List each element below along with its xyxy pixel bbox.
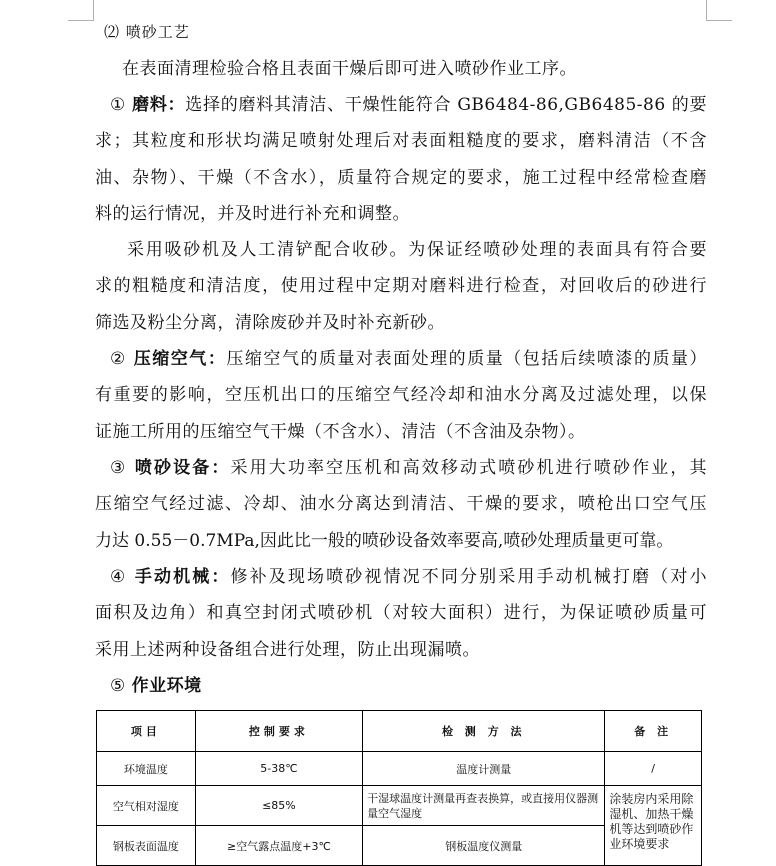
table-row xyxy=(97,786,702,826)
section-intro: 在表面清理检验合格且表面干燥后即可进入喷砂作业工序。 xyxy=(122,59,577,79)
item-4-line: 采用上述两种设备组合进行处理，防止出现漏喷。 xyxy=(95,640,480,660)
row-item: 钢板表面温度 xyxy=(97,826,196,866)
header-requirement: 控制要求 xyxy=(195,711,362,752)
item-2-line: 证施工所用的压缩空气干燥（不含水）、清洁（不含油及杂物）。 xyxy=(95,422,586,442)
row-requirement: ≥空气露点温度+3℃ xyxy=(195,826,362,866)
item-title: 手动机械： xyxy=(134,567,231,587)
item-1-line: 求；其粒度和形状均满足喷射处理后对表面粗糙度的要求，磨料清洁（不含 xyxy=(95,131,707,151)
item-title: 磨料： xyxy=(132,95,186,115)
item-2-first-line xyxy=(110,349,707,369)
item-title: 作业环境 xyxy=(131,676,202,696)
paragraph-line: 采用吸砂机及人工清铲配合收砂。为保证经喷砂处理的表面具有符合要 xyxy=(127,240,707,260)
item-1-first-line xyxy=(110,95,707,115)
paragraph-line: 求的粗糙度和清洁度，使用过程中定期对磨料进行检查，对回收后的砂进行 xyxy=(95,276,707,296)
section-heading: ⑵ 喷砂工艺 xyxy=(104,23,190,41)
environment-table xyxy=(96,710,702,866)
item-text: 采用大功率空压机和高效移动式喷砂机进行喷砂作业，其 xyxy=(230,458,708,478)
item-text: 修补及现场喷砂视情况不同分别采用手动机械打磨（对小 xyxy=(230,567,708,587)
item-1-line: 油、杂物）、干燥（不含水），质量符合规定的要求，施工过程中经常检查磨 xyxy=(95,168,707,188)
row-method: 干湿球温度计测量再查表换算，或直接用仪器测量空气湿度 xyxy=(363,786,605,826)
item-3-first-line xyxy=(110,458,707,478)
item-number: ④ xyxy=(110,567,128,587)
item-1-line: 料的运行情况，并及时进行补充和调整。 xyxy=(95,204,410,224)
item-2-line: 有重要的影响，空压机出口的压缩空气经冷却和油水分离及过滤处理，以保 xyxy=(95,385,707,405)
header-note: 备 注 xyxy=(605,711,702,752)
row-note: / xyxy=(605,752,702,786)
item-number: ⑤ xyxy=(110,676,126,696)
item-number: ② xyxy=(110,349,127,369)
item-text: 选择的磨料其清洁、干燥性能符合 GB6484-86,GB6485-86 的要 xyxy=(185,95,708,115)
item-4-first-line xyxy=(110,567,707,587)
row-method: 钢板温度仪测量 xyxy=(363,826,605,866)
row-requirement: ≤85% xyxy=(195,786,362,826)
item-title: 压缩空气： xyxy=(133,349,227,369)
item-title: 喷砂设备： xyxy=(134,458,231,478)
table-row xyxy=(97,752,702,786)
item-4-line: 面积及边角）和真空封闭式喷砂机（对较大面积）进行，为保证喷砂质量可 xyxy=(95,603,707,623)
item-text: 压缩空气的质量对表面处理的质量（包括后续喷漆的质量） xyxy=(226,349,708,369)
margin-corner-mark-right xyxy=(706,0,732,21)
table-header-row xyxy=(97,711,702,752)
margin-corner-mark-left xyxy=(68,0,94,21)
row-note-merged: 涂装房内采用除湿机、加热干燥机等达到喷砂作业环境要求 xyxy=(605,786,702,866)
row-item: 环境温度 xyxy=(97,752,196,786)
row-item: 空气相对湿度 xyxy=(97,786,196,826)
item-number: ③ xyxy=(110,458,128,478)
header-item: 项目 xyxy=(97,711,196,752)
item-5-heading xyxy=(110,676,410,696)
paragraph-line: 筛选及粉尘分离，清除废砂并及时补充新砂。 xyxy=(95,313,445,333)
item-3-line: 压缩空气经过滤、冷却、油水分离达到清洁、干燥的要求，喷枪出口空气压 xyxy=(95,494,707,514)
item-number: ① xyxy=(110,95,126,115)
row-requirement: 5-38℃ xyxy=(195,752,362,786)
item-3-line: 力达 0.55－0.7MPa,因此比一般的喷砂设备效率要高,喷砂处理质量更可靠。 xyxy=(95,531,674,551)
row-method: 温度计测量 xyxy=(363,752,605,786)
header-method: 检 测 方 法 xyxy=(363,711,605,752)
